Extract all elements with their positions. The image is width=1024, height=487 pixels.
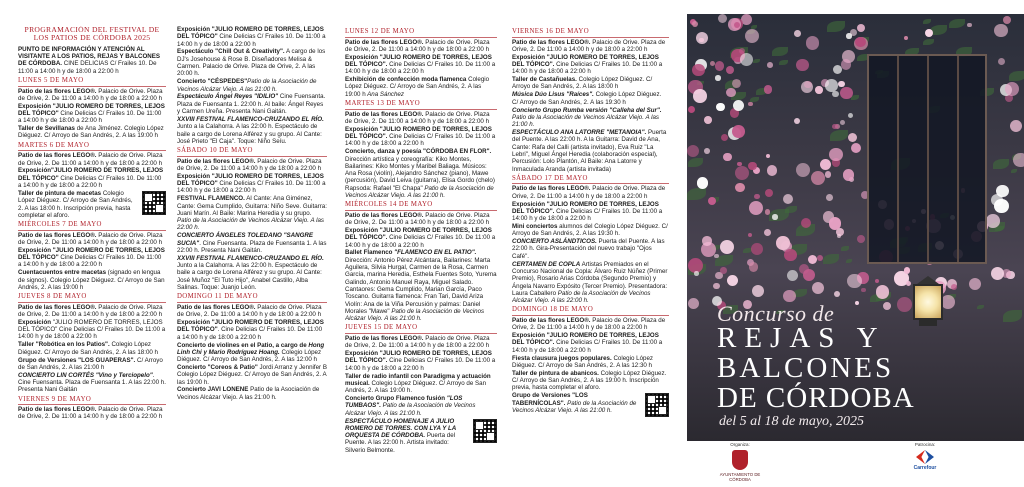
event-item (18, 341, 166, 356)
event-details: Palacio de Orive. Plaza de Orive, 2. De 11:00 a 14:00 h y de 18:00 a 22:00 h (512, 316, 666, 332)
event-details: Cine Delicias C/ Frailes 10. De 11:00 a 14:00 h y de 18:00 a 22:00 h (512, 207, 663, 223)
event-title: Exposición "JULIO ROMERO DE TORRES, LEJOS DEL TÓPICO" (177, 319, 324, 334)
event-item (18, 167, 166, 189)
event-item (345, 418, 497, 454)
event-title-italic: ESPECTÁCULO HOMENAJE A JULIO ROMERO DE TORRES. CON LYA Y LA ORQUESTA DE CÓRDOBA. (345, 417, 457, 440)
event-details: Puerta del Puente. A las 22:00 h. Artista invitado: Silverio Belmonte. (345, 432, 456, 454)
event-item (177, 26, 327, 48)
event-title-italic: Concierto Grupo Rumba versión "Calleha del Sur". (512, 106, 662, 114)
continued-events (177, 26, 327, 145)
event-details: Colegio López Diéguez. C/ Arroyo de San Andrés, 2. A las 19:00 h. (345, 379, 487, 395)
event-details: Dirección artística y coreografía: Kiko Montes, Bailarines: Kiko Montes y Maribel Baliaga. Músicos: Ana Rosa (violín), Alejandro Sánchez (piano), Mawe (percusión), David Leiva (guitarra), Elisa Gordo (chelo) Rapsoda: Rafael "El Chapa" (345, 155, 495, 192)
event-item (512, 76, 669, 91)
event-title-italic: Espectáculo Ángel Reyes "IDILIO" (177, 93, 279, 101)
cover-script-title: Concurso de (717, 301, 835, 326)
event-item (177, 319, 327, 341)
event-details: Palacio de Orive. Plaza de Orive, 2. De 11:00 a 14:00 h y de 18:00 a 22:00 h (18, 231, 163, 246)
event-title: Exposición (18, 318, 52, 326)
event-title-italic: CERTAMEN DE COPLA (512, 260, 581, 268)
event-details: Cine Delicias C/ Frailes 10. De 11:00 a 14:00 h y de 18:00 a 22:00 h (177, 33, 326, 48)
day-heading: SÁBADO 10 DE MAYO (177, 147, 327, 157)
event-title-italic: XXVIII FESTIVAL FLAMENCO-CRUZANDO EL RÍO. (177, 115, 324, 123)
event-title: Grupo de Versiones "LOS GUAPERAS". (18, 356, 136, 364)
event-item (512, 91, 669, 106)
event-title: Grupo de Versiones "LOS TABERNÍCOLAS". (512, 392, 588, 407)
event-item (177, 342, 327, 364)
event-item (18, 372, 166, 394)
event-title: Taller de Castañuelas. (512, 76, 577, 84)
event-item (345, 212, 497, 227)
event-details: Palacio de Orive. Plaza de Orive, 2. De 11:00 a 14:00 h y de 18:00 a 22:00 h (177, 157, 322, 172)
day-heading: MARTES 6 DE MAYO (18, 142, 166, 152)
event-item (18, 125, 166, 140)
event-details: Jordi Arranz y Jennifer B Colegio López Diéguez. C/ Arroyo de San Andrés, 2. A las 19:00 h. (177, 364, 327, 386)
event-item (177, 386, 327, 401)
event-title: Concierto, danza y poesía "CÓRDOBA EN FLOR". (345, 148, 492, 156)
event-details: Junto a la Calahorra. A las 22:00 h. Espectáculo de baile a cargo de Lorena Alférez y su grupo. Al Cante: José Muñoz "El Tuto Hijo", Anabel Castillo, Alba Salinas. Toque: Juanjo León. (177, 262, 322, 292)
event-title: FESTIVAL FLAMENCO. (177, 195, 245, 203)
cover-title-line1: REJAS Y (717, 322, 886, 354)
event-details: Cine Delicias C/ Frailes 10. De 11:00 a 14:00 h y de 18:00 a 22:00 h (345, 234, 496, 249)
event-details: Cine Delicias C/ Frailes 10. De 11:00 a 14:00 h y de 18:00 a 22:00 h (512, 339, 663, 354)
event-title: Patio de las flores LEGO®. (512, 38, 591, 46)
window-grille (867, 54, 987, 264)
event-item (512, 107, 669, 129)
sponsor-block (900, 442, 950, 471)
event-details: A cargo de los DJ's Josehouse & Rose B. Diseñadores Melisa & Carmen. Palacio de Orive. Plaza de Orive, 2. A las 20:00 h. (177, 48, 326, 78)
event-title: Patio de las flores LEGO®. (345, 38, 424, 46)
event-title: Patio de las flores LEGO®. (345, 110, 424, 118)
event-item (18, 304, 166, 319)
event-item (345, 111, 497, 126)
info-point-details: CINE DELICIAS C/ Frailes 10. De 11:00 a 14:00 h y de 18:00 a 22:00 h (18, 60, 157, 75)
event-title-italic: CONCIERTO ASLÁNDTICOS. (512, 238, 597, 246)
event-details: (signado en lengua de signos). Colegio López Diéguez. C/ Arroyo de San Andrés, 2. A las 19:00 h (18, 269, 165, 291)
event-item (345, 373, 497, 395)
day-heading: LUNES 5 DE MAYO (18, 77, 166, 87)
program-column-2 (177, 26, 327, 484)
event-item (18, 247, 166, 269)
event-title: Concierto Grupo Flamenco fusión (345, 395, 446, 403)
event-title: Concierto "CÉSPEDES" (177, 78, 248, 86)
event-item (345, 227, 497, 249)
event-item (177, 78, 327, 93)
sponsor-name: Carrefour (913, 465, 937, 471)
event-title: Taller de radio infantil con Paradigma y actuación musical. (345, 372, 491, 387)
event-item (512, 201, 669, 223)
event-item (345, 350, 497, 372)
event-title-italic: CONCIERTO LIN CORTÉS "Vino y Terciopelo" (18, 371, 153, 379)
event-title: Exposición "JULIO ROMERO DE TORRES, LEJOS DEL TÓPICO". (512, 332, 659, 347)
program-column-1 (18, 26, 166, 484)
day-heading: DOMINGO 11 DE MAYO (177, 293, 327, 303)
event-item (512, 185, 669, 200)
day-heading: MIÉRCOLES 7 DE MAYO (18, 221, 166, 231)
info-point-heading: PUNTO DE INFORMACIÓN Y ATENCIÓN AL VISITANTE A LOS PATIOS, REJAS Y BALCONES DE CÓRDOBA. (18, 45, 160, 68)
event-details: Cine Delicias C/ Frailes 10. De 11:00 a 14:00 h y de 18:00 a 22:00 h (18, 109, 162, 125)
event-details: Colegio López Diéguez. C/ Arroyo de San Andrés, 2. A las 19:30 h (512, 91, 662, 106)
day-heading: LUNES 12 DE MAYO (345, 28, 497, 38)
event-details: Colegio López Diéguez. C/ Arroyo de San Andrés, 2. A las 18:00 h. Inscripción previa, hasta completar el aforo. (18, 189, 133, 219)
event-title: Fiesta clausura juegos populares. (512, 354, 612, 362)
event-item (512, 355, 669, 370)
event-venue: Patio de la Asociación de Vecinos Alcázar Viejo. A las 22:00 h. (512, 289, 651, 305)
event-details: Colegio López Diéguez. C/ Arroyo de San Andrés, 2. A las 18:00 h (512, 76, 653, 91)
event-title: Patio de las flores LEGO®. (345, 334, 424, 342)
event-item (18, 232, 166, 247)
sponsor-label: Patrocina: (914, 442, 936, 447)
event-title: Exposición "JULIO ROMERO DE TORRES, LEJOS DEL TÓPICO". (512, 53, 659, 68)
event-item (345, 335, 497, 350)
event-details: Palacio de Orive. Plaza de Orive, 2. De 11:00 a 14:00 h y de 18:00 a 22:00 h (345, 211, 490, 227)
event-title: Patio de las flores LEGO®. (18, 231, 97, 239)
event-details: Palacio de Orive. Plaza de Orive, 2. De 11:00 a 14:00 h y de 18:00 a 22:00 h (177, 303, 322, 319)
event-title: Patio de las flores LEGO®. (18, 87, 97, 95)
event-venue: Patio de la Asociación de Vecinos Alcázar Viejo. A las 21:00 h. (345, 402, 476, 417)
event-details: Colegio López Diéguez. C/ Arroyo de San Andrés, 2. A las 18:00 h (18, 341, 158, 356)
event-item (18, 152, 166, 167)
carrefour-logo-icon (916, 450, 934, 464)
event-item (512, 39, 669, 54)
day-heading: MARTES 13 DE MAYO (345, 100, 497, 110)
program-column-3 (345, 26, 497, 484)
event-item (512, 129, 669, 173)
event-item (18, 406, 166, 421)
event-title: Exposición "JULIO ROMERO DE TORRES, LEJOS DEL TÓPICO" (18, 246, 165, 262)
event-title: Exposición "JULIO ROMERO DE TORRES, LEJOS DEL TÓPICO" (18, 102, 165, 117)
event-details: Puerta del Puente. A las 22:00 h. A la Guitarra: David de Ana, Cante: Rafa del Calli (artista invitado), Eva Ruiz "La Lebri", Miguel Ángel Heredia (colaboración especial), Percusión: Lolo Plantón, Al Baile: Ana Latorre y Inmaculada Aranda (artista invitada) (512, 129, 667, 173)
event-title: Taller de pintura de macetas (18, 189, 102, 197)
event-title: Cuentacuentos entre macetas (18, 269, 107, 277)
event-details: Colegio López Diéguez. C/ Arroyo de San Andrés, 2. A las 19:00 h (345, 76, 490, 98)
event-title: Patio de las flores LEGO®. (18, 303, 97, 311)
event-title-italic: "LOS TUMBAOS". (345, 395, 463, 410)
day-list (512, 28, 669, 414)
event-title: Exposición "JULIO ROMERO DE TORRES, LEJOS DEL TÓPICO". (345, 125, 492, 141)
event-details: Puerta del Puente. A las 22:00 h. Gira-Presentación del nuevo trabajo "Ojos Café". (512, 238, 665, 260)
event-item (18, 269, 166, 291)
event-item (177, 48, 327, 77)
event-title: Exposición "JULIO ROMERO DE TORRES, LEJOS DEL TÓPICO". (512, 200, 659, 215)
event-details: Palacio de Orive. Plaza de Orive, 2. De 11:00 a 14:00 h y de 18:00 a 22:00 h (512, 185, 666, 200)
event-item (345, 54, 497, 76)
event-item (177, 173, 327, 195)
event-details: Cine Fuensanta. Plaza de Fuensanta 1. 22:00 h. Al baile: Ángel Reyes y Carmen Ureña. Presenta Nani Gaitán. (177, 93, 326, 116)
event-item (177, 195, 327, 231)
event-title: Mini conciertos (512, 222, 558, 230)
event-details: Dirección: Antonio Pérez Alcántara, Bailarines: Marta Aguilera, Silvia Hurgal, Carmen de la Rosa, Carmen García, marina Heredia, Esthela Fuentes Soto, Yurema Galindo, Antonio Manuel Raya, Miguel Salado. Cantaores: Gema Cumplido, Marian García, Paco Toscano. Guitarra flamenca: Fran Tari, David Ariza Violín: Ana de la Viña Percusión y palmas: Daniel Morales "Mawe" (345, 256, 497, 315)
event-title-italic: CONCIERTO ÁNGELES TOLEDANO "SANGRE SUCIA" (177, 232, 313, 247)
event-details: . Cine Delicias C/ Frailes 10. De 11:00 a 14:00 h y de 18:00 a 22:00 h (177, 326, 323, 341)
event-details: Colegio López Diéguez. C/ Arroyo de San Andrés, 2. A las 12:00 h (177, 348, 322, 364)
cover-title-line2: BALCONES (717, 352, 895, 384)
event-item (345, 126, 497, 148)
program-column-4 (512, 26, 669, 484)
event-item (512, 332, 669, 354)
event-details: Palacio de Orive. Plaza de Orive, 2. De 11:00 a 14:00 h y de 18:00 a 22:00 h (345, 38, 490, 53)
event-item (512, 223, 669, 238)
event-title: Concierto "Coreos & Patio" (177, 364, 258, 371)
event-item (177, 93, 327, 115)
event-venue: Patio de la Asociación de Vecinos Alcázar Viejo. A las 21:00 h. (345, 307, 485, 323)
event-title: Exposición"JULIO ROMERO DE TORRES, LEJOS DEL TÓPICO" (18, 167, 164, 182)
event-title: Taller de Sevillanas (18, 125, 75, 133)
event-details: Cine Delicias C/ Frailes 10. De 11:00 a 14:00 h y de 18:00 a 22:00 h (18, 174, 162, 190)
event-title: Patio de las flores LEGO®. (345, 211, 424, 219)
event-details: Palacio de Orive. Plaza de Orive, 2. De 11:00 a 14:00 h y de 18:00 a 22:00 h (512, 38, 666, 53)
day-heading: VIERNES 16 DE MAYO (512, 28, 669, 38)
event-item (177, 158, 327, 173)
event-details: Palacio de Orive. Plaza de Orive, 2. De 11:00 a 14:00 h y de 18:00 a 22:00 h (18, 87, 163, 102)
event-title-italic: "FLAMENCO EN EL PATIO". (392, 249, 477, 257)
info-point-text (18, 46, 166, 75)
event-item (345, 39, 497, 54)
event-item (512, 392, 669, 414)
event-venue: Patio de la Asociación de Vecinos Alcázar Viejo. A las 21:00 h. (512, 113, 659, 129)
event-details: Colegio López Diéguez. C/ Arroyo de San Andrés, 2. A las 12:30 h (512, 354, 654, 369)
event-title: Espectáculo "Chill Out & Creativity". (177, 48, 285, 56)
event-title: Patio de las flores LEGO®. (512, 316, 591, 324)
event-details: de Ana Jiménez. Colegio López Diéguez. C/ Arroyo de San Andrés, 2. A las 19:00 h (18, 125, 164, 140)
event-item (177, 255, 327, 291)
cover-title-line3: DE CÓRDOBA (717, 382, 915, 414)
event-title: Taller "Robótica en los Patios". (18, 341, 110, 349)
event-details: Patio de la Asociación de Vecinos Alcázar Viejo. A las 21:00 h. (177, 386, 320, 401)
event-details: Cine Delicias C/ Frailes 10. De 11:00 a 14:00 h y de 18:00 a 22:00 h (345, 357, 496, 372)
event-venue: Patio de la Asociación de Vecinos Alcázar Viejo. A las 21:00 h. (512, 399, 637, 414)
event-title-italic: Hong Linh Chi y Mario Rodríguez Hoang. (177, 341, 325, 356)
event-title-italic: Música Dúo Lisus "Raíces". (512, 91, 594, 99)
event-item (345, 148, 497, 199)
event-item (345, 395, 497, 417)
event-title: Patio de las flores LEGO®. (177, 157, 256, 165)
day-heading: JUEVES 15 DE MAYO (345, 324, 497, 334)
day-heading: SÁBADO 17 DE MAYO (512, 175, 669, 185)
event-title: Concierto de violines en el Patio, a cargo de (177, 341, 307, 349)
event-item (18, 319, 166, 341)
event-details: Palacio de Orive. Plaza de Orive, 2. De 11:00 a 14:00 h y de 18:00 a 22:00 h (18, 303, 163, 318)
cover-dates: del 5 al 18 de mayo, 2025 (719, 414, 865, 429)
event-title: Taller de pintura de abanicos. (512, 369, 599, 377)
event-item (512, 54, 669, 76)
event-details: Colegio López Diéguez. C/ Arroyo de San Andrés, 2. A las 19:00 h. Inscripción previa, hasta completar el aforo. (512, 369, 667, 392)
event-title: Exposición "JULIO ROMERO DE TORRES, LEJOS DEL TÓPICO" (177, 26, 324, 41)
day-heading: DOMINGO 18 DE MAYO (512, 306, 669, 316)
event-details: alumnos del Colegio López Diéguez. C/ Arroyo de San Andrés, 2. A las 19:30 h. (512, 222, 668, 238)
event-item (177, 304, 327, 319)
event-venue: Patio de la Asociación de Vecinos Alcázar Viejo. A las 22:00 h. (177, 217, 324, 232)
event-item (18, 190, 166, 219)
event-venue: Patio de la Asociación de Vecinos Alcázar Viejo. A las 21:00 h. (345, 184, 494, 200)
event-title: Exhibición de confección moda flamenca (345, 76, 467, 84)
organizer-name: AYUNTAMIENTO DE CÓRDOBA (719, 472, 761, 482)
event-venue: Ana Sánchez (365, 90, 404, 98)
day-heading: JUEVES 8 DE MAYO (18, 293, 166, 303)
organizer-label: Organiza: (730, 442, 750, 447)
organizer-block (710, 442, 770, 482)
event-item (345, 249, 497, 322)
event-details: Palacio de Orive. Plaza de Orive, 2. De 11:00 a 14:00 h y de 18:00 a 22:00 h (18, 406, 163, 421)
event-details: "JULIO ROMERO DE TORRES, LEJOS DEL TÓPICO" Cine Delicias C/ Frailes 10. De 11:00 a 14:00 h y de 18:00 a 22:00 h (18, 318, 166, 341)
event-item (18, 357, 166, 372)
event-title: Concierto JAVI LONENE (177, 386, 249, 394)
qr-code-icon (473, 419, 497, 443)
event-item (512, 317, 669, 332)
event-item (177, 116, 327, 145)
event-item (512, 238, 669, 260)
cover-panel (687, 14, 1024, 441)
event-details: Palacio de Orive. Plaza de Orive, 2. De 11:00 a 14:00 h y de 18:00 a 22:00 h (345, 110, 490, 125)
city-crest-icon (732, 450, 748, 470)
event-title: Exposición "JULIO ROMERO DE TORRES, LEJOS DEL TÓPICO". (345, 227, 492, 242)
event-title: Patio de las flores LEGO®. (18, 152, 97, 160)
event-title-italic: ESPECTÁCULO ANA LATORRE "METANOIA". (512, 129, 647, 137)
event-title: Patio de las flores LEGO®. (18, 406, 97, 414)
event-details: Cine Delicias C/ Frailes 10. De 11:00 a 14:00 h y de 18:00 a 22:00 h (345, 133, 496, 148)
event-details: Artistas Premiados en el Concurso Nacional de Copla: Álvaro Ruiz Núñez (Primer Premio), Rosario Arias Córdoba (Segundo Premio) y Ángela Navarro Expósito (Tercer Premio). Presentadora: Laura Caballero (512, 260, 668, 297)
event-details: . Cine Fuensanta. Plaza de Fuensanta 1. A las 22:00 h. Presenta Nani Gaitán. (177, 239, 327, 254)
event-title: Exposición "JULIO ROMERO DE TORRES, LEJOS DEL TÓPICO". (345, 350, 492, 365)
event-title: Ballet Flamenco (345, 249, 393, 257)
event-details: Junto a la Calahorra. A las 22:00 h. Espectáculo de baile a cargo de Lorena Alférez y su grupo. Al Cante: José Prieto "El Caja". Toque: Niño Seíu. (177, 123, 322, 145)
event-item (18, 88, 166, 103)
event-details: Al Cante: Ana Giménez, Cante: Gema Cumplido, Guitarra: Niño Seve. Guitarra: Juani Marín. Al Baile: Marina Heredia y su grupo. (177, 195, 327, 217)
program-title: PROGRAMACIÓN DEL FESTIVAL DE LOS PATIOS DE CÓRDOBA 2025 (24, 26, 160, 43)
event-details: Cine Delicias C/ Frailes 10. De 11:00 a 14:00 h y de 18:00 a 22:00 h (345, 60, 496, 76)
event-title: Patio de las flores LEGO®. (177, 303, 256, 311)
event-item (177, 232, 327, 254)
event-item (18, 103, 166, 125)
day-list (345, 28, 497, 454)
event-venue: Patio de la Asociación de Vecinos Alcázar Viejo. A las 21:00 h. (177, 78, 317, 93)
event-item (512, 261, 669, 305)
event-item (177, 364, 327, 386)
day-heading: MIÉRCOLES 14 DE MAYO (345, 201, 497, 211)
event-details: Palacio de Orive. Plaza de Orive, 2. De 11:00 a 14:00 h y de 18:00 a 22:00 h (18, 152, 163, 167)
day-list (177, 147, 327, 401)
qr-code-icon (142, 191, 166, 215)
event-item (345, 76, 497, 98)
event-details: Cine Delicias C/ Frailes 10. De 11:00 a 14:00 h y de 18:00 a 22:00 h (177, 180, 326, 195)
event-title: Patio de las flores LEGO®. (512, 185, 591, 193)
event-details: Cine Delicias C/ Frailes 10. De 11:00 a 14:00 h y de 18:00 a 22:00 h (512, 60, 663, 76)
event-details: Palacio de Orive. Plaza de Orive, 2. De 11:00 a 14:00 h y de 18:00 a 22:00 h (345, 334, 490, 350)
event-title: Exposición "JULIO ROMERO DE TORRES, LEJOS DEL TÓPICO". (345, 53, 492, 68)
event-item (512, 370, 669, 392)
qr-code-icon (645, 393, 669, 417)
day-list (18, 77, 166, 421)
event-title-italic: XXVIII FESTIVAL FLAMENCO-CRUZANDO EL RÍO. (177, 254, 324, 262)
event-details: . Cine Fuensanta. Plaza de Fuensanta 1. A las 22:00 h. Presenta Nani Gaitán (18, 371, 166, 394)
event-details: Cine Delicias C/ Frailes 10. De 11:00 a 14:00 h y de 18:00 a 22:00 h (18, 254, 162, 269)
event-details: C/ Arroyo de San Andrés, 2. A las 21:00 h (18, 356, 163, 371)
day-heading: VIERNES 9 DE MAYO (18, 396, 166, 406)
event-title: Exposición "JULIO ROMERO DE TORRES, LEJOS DEL TÓPICO" (177, 172, 324, 188)
